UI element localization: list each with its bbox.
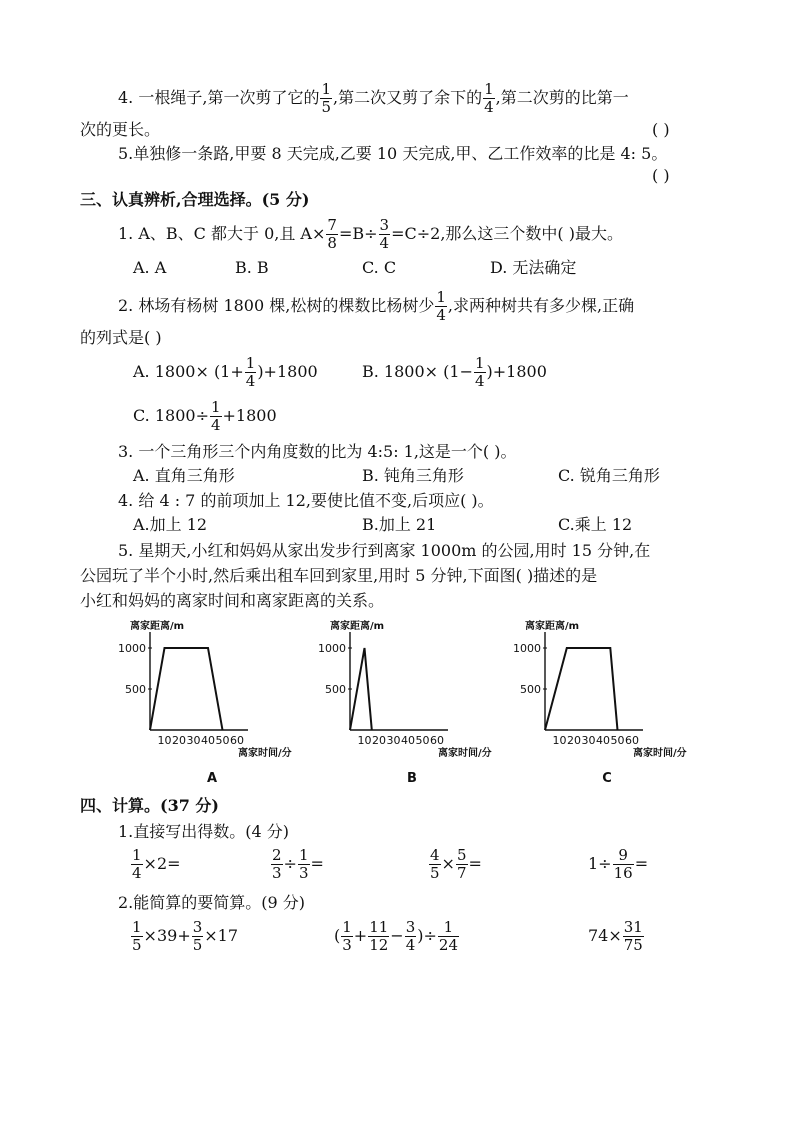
fraction: $\frac{1}{4}$ (484, 80, 494, 116)
s2-q4-answer-paren[interactable]: ( ) (652, 120, 670, 139)
fraction: $\frac{9}{16}$ (613, 846, 633, 882)
x-tick-label: 60 (430, 734, 444, 747)
fraction: $\frac{1}{4}$ (132, 846, 142, 882)
s2-q5-text: 5.单独修一条路,甲要 8 天完成,乙要 10 天完成,甲、乙工作效率的比是 4: 5。 (118, 144, 668, 163)
s3-q2-line1: 2. 林场有杨树 1800 棵,松树的棵数比杨树少 $\frac{1}{4}$ ,求两种树共有多少棵,正确 (118, 288, 635, 324)
s4-calc-3: 74× $\frac{31}{75}$ (588, 918, 643, 954)
y-tick-label: 1000 (318, 642, 346, 655)
y-tick-label: 1000 (118, 642, 146, 655)
fraction: $\frac{1}{5}$ (132, 918, 142, 954)
y-tick-label: 500 (520, 683, 541, 696)
fraction: $\frac{1}{4}$ (474, 354, 485, 390)
fraction: $\frac{4}{5}$ (430, 846, 440, 882)
x-tick-label: 10 (552, 734, 567, 747)
x-tick-label: 20 (172, 734, 186, 747)
s3-q1-option-d[interactable]: D. 无法确定 (490, 258, 577, 277)
x-tick-label: 10 (357, 734, 372, 747)
x-tick-label: 20 (567, 734, 581, 747)
graph-line-a (150, 648, 223, 730)
fraction: $\frac{1}{4}$ (210, 398, 221, 434)
graph-line-b (350, 648, 372, 730)
graph-label-a: A (206, 771, 218, 786)
s3-q4-text: 4. 给 4 : 7 的前项加上 12,要使比值不变,后项应( )。 (118, 491, 494, 510)
s2-q4-line1: 4. 一根绳子,第一次剪了它的 $\frac{1}{5}$ ,第二次又剪了余下的 $\frac{1}{4}$ ,第二次剪的比第一 (118, 80, 629, 116)
s4-expr-3: $\frac{4}{5}$ × $\frac{5}{7}$ = (430, 846, 482, 882)
x-tick-label: 40 (596, 734, 610, 747)
s3-q4-option-c[interactable]: C.乘上 12 (558, 515, 633, 534)
s3-q2-line2: 的列式是( ) (80, 328, 162, 347)
s3-q5-line1: 5. 星期天,小红和妈妈从家出发步行到离家 1000m 的公园,用时 15 分钟,在 (118, 541, 651, 560)
x-tick-label: 50 (215, 734, 230, 747)
s3-q3-option-a[interactable]: A. 直角三角形 (133, 466, 235, 485)
s3-q1-option-b[interactable]: B. B (235, 258, 269, 277)
x-tick-label: 60 (230, 734, 244, 747)
s3-q1-option-a[interactable]: A. A (133, 258, 167, 277)
x-tick-label: 30 (581, 734, 596, 747)
s4-calc-2: ( $\frac{1}{3}$ + $\frac{11}{12}$ − $\frac{3}{4}$ )÷ $\frac{1}{24}$ (334, 918, 458, 954)
y-tick-label: 1000 (513, 642, 541, 655)
x-axis-title: 离家时间/分 (438, 748, 492, 759)
s3-q2-option-b[interactable]: B. 1800× (1− $\frac{1}{4}$ )+1800 (362, 354, 547, 390)
s4-expr-1: $\frac{1}{4}$ ×2= (132, 846, 181, 882)
fraction: $\frac{5}{7}$ (456, 846, 467, 882)
graph-line-c (545, 648, 618, 730)
y-axis-title: 离家距离/m (130, 621, 185, 632)
s4-expr-4: 1÷ $\frac{9}{16}$ = (588, 846, 649, 882)
x-axis-title: 离家时间/分 (238, 748, 292, 759)
x-tick-label: 40 (201, 734, 215, 747)
s4-heading: 四、计算。(37 分) (80, 796, 219, 815)
s3-heading: 三、认真辨析,合理选择。(5 分) (80, 190, 310, 209)
fraction: $\frac{3}{4}$ (405, 918, 416, 954)
fraction: $\frac{7}{8}$ (327, 216, 337, 252)
fraction: $\frac{2}{3}$ (272, 846, 282, 882)
s3-q4-option-b[interactable]: B.加上 21 (362, 515, 437, 534)
s3-q3-text: 3. 一个三角形三个内角度数的比为 4:5: 1,这是一个( )。 (118, 442, 517, 461)
s4-sub1: 1.直接写出得数。(4 分) (118, 822, 290, 841)
fraction: $\frac{1}{3}$ (298, 846, 309, 882)
x-tick-label: 20 (372, 734, 386, 747)
x-tick-label: 30 (186, 734, 201, 747)
distance-time-charts (0, 610, 794, 800)
s3-q2-option-c[interactable]: C. 1800÷ $\frac{1}{4}$ +1800 (133, 398, 277, 434)
fraction: $\frac{1}{4}$ (436, 288, 446, 324)
fraction: $\frac{11}{12}$ (369, 918, 389, 954)
s3-q5-line3: 小红和妈妈的离家时间和离家距离的关系。 (80, 591, 385, 610)
s2-q4-line2: 次的更长。 (80, 120, 161, 139)
y-axis-title: 离家距离/m (525, 621, 580, 632)
fraction: $\frac{1}{3}$ (342, 918, 352, 954)
s3-q3-option-b[interactable]: B. 钝角三角形 (362, 466, 464, 485)
s2-q5-answer-paren[interactable]: ( ) (652, 166, 670, 185)
s4-calc-1: $\frac{1}{5}$ ×39+ $\frac{3}{5}$ ×17 (132, 918, 239, 954)
s3-q5-line2: 公园玩了半个小时,然后乘出租车回到家里,用时 5 分钟,下面图( )描述的是 (80, 566, 598, 585)
x-tick-label: 30 (386, 734, 401, 747)
x-tick-label: 50 (415, 734, 430, 747)
fraction: $\frac{3}{4}$ (379, 216, 390, 252)
y-tick-label: 500 (325, 683, 346, 696)
y-tick-label: 500 (125, 683, 146, 696)
s3-q1-option-c[interactable]: C. C (362, 258, 397, 277)
x-axis-title: 离家时间/分 (633, 748, 687, 759)
x-tick-label: 40 (401, 734, 415, 747)
fraction: $\frac{1}{24}$ (438, 918, 458, 954)
s4-expr-2: $\frac{2}{3}$ ÷ $\frac{1}{3}$ = (272, 846, 324, 882)
fraction: $\frac{31}{75}$ (623, 918, 643, 954)
s3-q2-option-a[interactable]: A. 1800× (1+ $\frac{1}{4}$ )+1800 (133, 354, 318, 390)
s3-q3-option-c[interactable]: C. 锐角三角形 (558, 466, 660, 485)
y-axis-title: 离家距离/m (330, 621, 385, 632)
fraction: $\frac{3}{5}$ (192, 918, 203, 954)
fraction: $\frac{1}{4}$ (245, 354, 256, 390)
graph-label-b: B (407, 771, 417, 786)
s3-q4-option-a[interactable]: A.加上 12 (133, 515, 208, 534)
graph-label-c: C (602, 771, 612, 786)
x-tick-label: 10 (157, 734, 172, 747)
s3-q1: 1. A、B、C 都大于 0,且 A× $\frac{7}{8}$ =B÷ $\frac{3}{4}$ =C÷2,那么这三个数中( )最大。 (118, 216, 623, 252)
s4-sub2: 2.能简算的要简算。(9 分) (118, 893, 306, 912)
fraction: $\frac{1}{5}$ (321, 80, 331, 116)
x-tick-label: 50 (610, 734, 625, 747)
x-tick-label: 60 (625, 734, 639, 747)
